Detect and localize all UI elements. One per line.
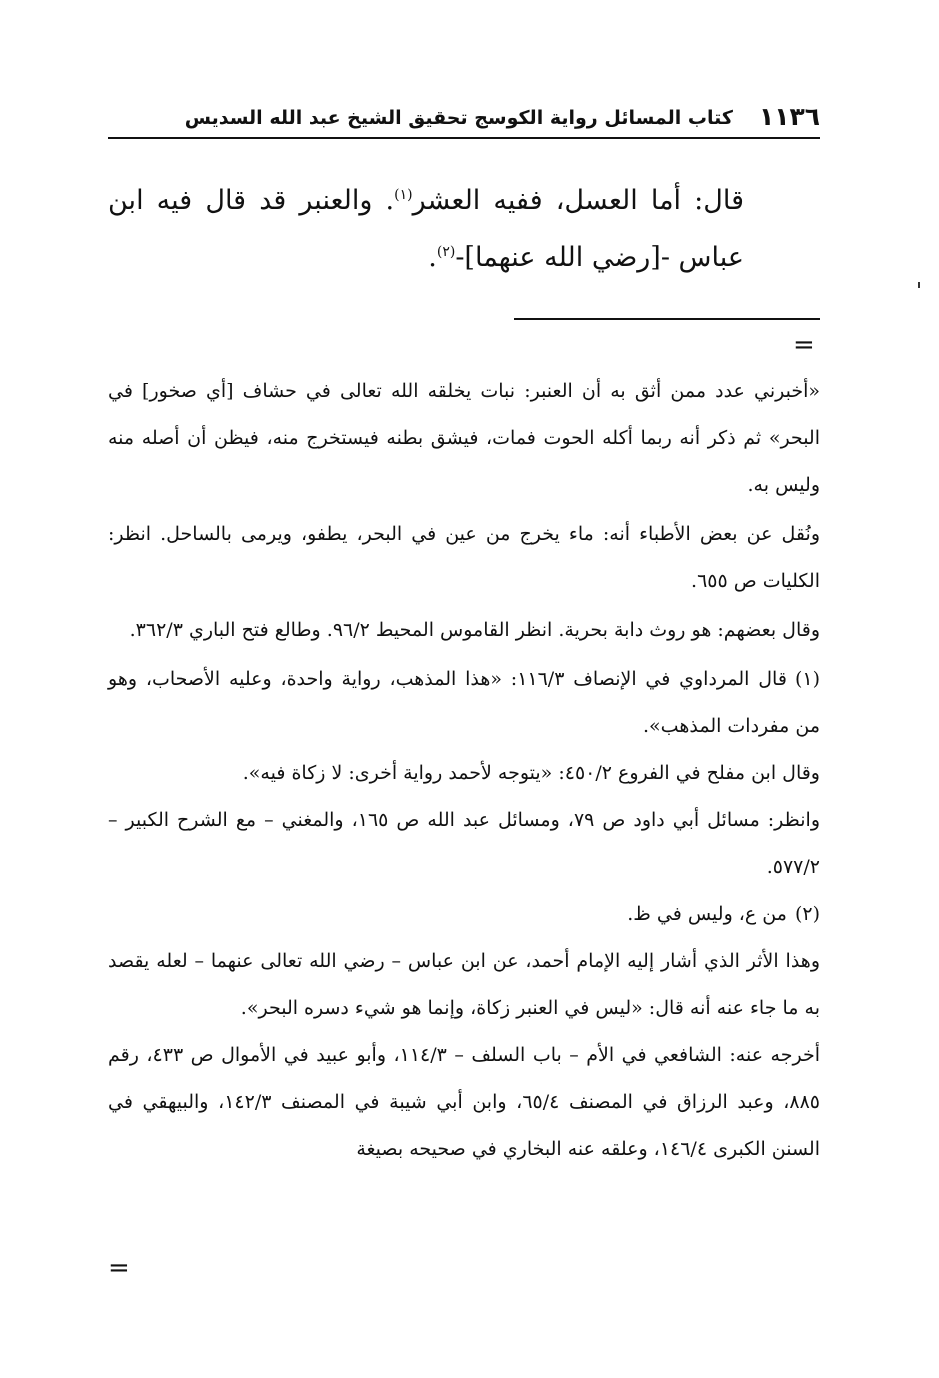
continuation-mark-top: =	[793, 330, 815, 360]
margin-dot	[918, 282, 920, 288]
running-title: كتاب المسائل رواية الكوسج تحقيق الشيخ عبد الله السديس	[184, 107, 733, 129]
footnote-1-text: قال المرداوي في الإنصاف ١١٦/٣: «هذا المذهب، رواية واحدة، وعليه الأصحاب، وهو من مفردات المذهب».	[108, 668, 820, 737]
page-number: ١١٣٦	[758, 102, 820, 131]
main-text-segment: -[رضي الله عنهما]-	[455, 242, 670, 273]
footnote-1-number: (١)	[794, 668, 820, 690]
footnote-separator	[514, 318, 820, 320]
main-text-segment: .	[428, 242, 437, 273]
footnote-1	[108, 656, 820, 750]
footnotes	[108, 368, 820, 1173]
footnote-ref-2: (٢)	[436, 244, 456, 260]
main-text	[108, 172, 744, 286]
footnote-2-paragraph: أخرجه عنه: الشافعي في الأم – باب السلف – ١١٤/٣، وأبو عبيد في الأموال ص ٤٣٣، رقم ٨٨٥، وعبد الرزاق في المصنف ٦٥/٤، وابن أبي شيبة في المصنف ١٤٢/٣، والبيهقي في السنن الكبرى ١٤٦/٤، وعلقه عنه البخاري في صحيحه بصيغة	[108, 1044, 820, 1160]
footnote-carryover-paragraph: وقال بعضهم: هو روث دابة بحرية. انظر القاموس المحيط ٩٦/٢. وطالع فتح الباري ٣٦٢/٣.	[129, 619, 820, 641]
page-header	[108, 95, 820, 139]
footnote-2-number: (٢)	[794, 903, 820, 925]
main-text-segment: . والعنبر قد قال فيه ابن عباس	[108, 185, 744, 273]
footnote-2	[108, 891, 820, 938]
main-paragraph	[108, 172, 744, 286]
footnote-ref-1: (١)	[394, 187, 413, 203]
footnote-carryover-paragraph: «أخبرني عدد ممن أثق به أن العنبر: نبات يخلقه الله تعالى في حشاف [أي صخور] في البحر» ثم ذكر أنه ربما أكله الحوت فمات، فيشق بطنه فيستخرج منه، فيظن أن أصله منه وليس به.	[108, 380, 820, 496]
footnote-2-text: من ع، وليس في ظ.	[627, 903, 787, 925]
main-text-segment: قال: أما العسل، ففيه العشر	[412, 185, 744, 216]
footnote-2-paragraph: وهذا الأثر الذي أشار إليه الإمام أحمد، عن ابن عباس – رضي الله تعالى عنهما – لعله يقصد به ما جاء عنه أنه قال: «ليس في العنبر زكاة، وإنما هو شيء دسره البحر».	[108, 950, 820, 1019]
footnote-1-paragraph: وقال ابن مفلح في الفروع ٤٥٠/٢: «يتوجه لأحمد رواية أخرى: لا زكاة فيه».	[242, 762, 820, 784]
continuation-mark-bottom: =	[108, 1253, 130, 1283]
footnote-carryover-paragraph: ونُقل عن بعض الأطباء أنه: ماء يخرج من عين في البحر، يطفو، ويرمى بالساحل. انظر: الكليات ص ٦٥٥.	[108, 523, 820, 592]
footnote-1-paragraph: وانظر: مسائل أبي داود ص ٧٩، ومسائل عبد الله ص ١٦٥، والمغني – مع الشرح الكبير – ٥٧٧/٢.	[108, 809, 820, 878]
